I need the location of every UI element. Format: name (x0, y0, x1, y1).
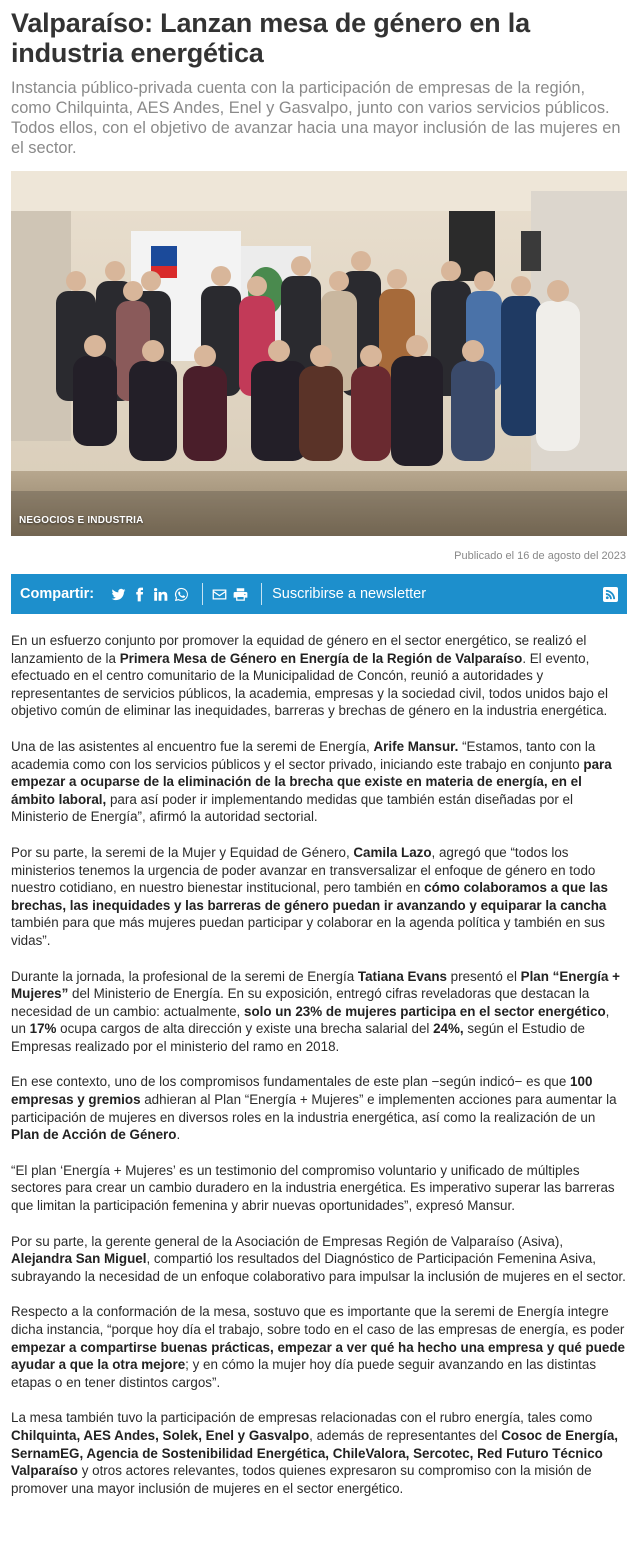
facebook-icon[interactable] (131, 586, 148, 603)
share-bar (11, 574, 627, 614)
bold-text: Arife Mansur. (373, 738, 459, 754)
dek: Instancia público-privada cuenta con la participación de empresas de la región, como Chilquinta, AES Andes, Enel y Gasvalpo, junto con varios servicios públicos. Todos ellos, con el objetivo de avanzar hacia una mayor inclusión de las mujeres en el sector. (11, 79, 621, 157)
group-photo (11, 171, 627, 536)
bold-text: Plan de Acción de Género (11, 1127, 177, 1143)
bold-text: Camila Lazo (353, 844, 432, 860)
article-paragraph: Respecto a la conformación de la mesa, sostuvo que es importante que la seremi de Energía integre dicha instancia, “porque hoy día el trabajo, sobre todo en el caso de las empresas de energía, es poder empezar a compartirse buenas prácticas, empezar a ver qué ha hecho una empresa y qué puede ayudar a que la otra mejore; y en cómo la mujer hoy día puede seguir avanzando en las distintas etapas o en tener distintos cargos”. (11, 1304, 625, 1390)
rss-icon[interactable] (603, 587, 618, 602)
bold-text: cómo colaboramos a que las brechas, las inequidades y las barreras de género puedan ir avanzando y equiparar la cancha (11, 880, 608, 913)
group-photo-image (11, 171, 627, 536)
article-body (11, 632, 627, 1497)
linkedin-icon[interactable] (152, 586, 169, 603)
photo-category-tag[interactable]: NEGOCIOS E INDUSTRIA (19, 515, 144, 526)
bold-text: 17% (29, 1021, 57, 1037)
whatsapp-icon[interactable] (173, 586, 190, 603)
bold-text: 24%, (433, 1021, 464, 1037)
headline: Valparaíso: Lanzan mesa de género en la industria energética (11, 8, 530, 68)
email-icon[interactable] (211, 586, 228, 603)
publish-date: Publicado el 16 de agosto del 2023 (454, 550, 626, 562)
bold-text: empezar a compartirse buenas prácticas, empezar a ver qué ha hecho una empresa y qué puede ayudar a que la otra mejore (11, 1339, 625, 1373)
article-paragraph: “El plan ‘Energía + Mujeres’ es un testimonio del compromiso voluntario y unificado de múltiples sectores para crear un cambio duradero en la industria energética. Es imperativo superar las barreras que limitan la participación femenina y abrir nuevas oportunidades”, expresó Mansur. (11, 1162, 615, 1214)
article-paragraph: Por su parte, la seremi de la Mujer y Equidad de Género, Camila Lazo, agregó que “todos los ministerios tenemos la urgencia de poder avanzar en transversalizar el enfoque de género en todo nuestro cotidiano, en nuestro bienestar institucional, pero también en cómo colaboramos a que las brechas, las inequidades y las barreras de género puedan ir avanzando y equiparar la cancha también para que más mujeres puedan participar y colaborar en la agenda política y también en sus vidas”. (11, 844, 608, 948)
share-divider (202, 583, 203, 605)
print-icon[interactable] (232, 586, 249, 603)
bold-text: Alejandra San Miguel (11, 1251, 147, 1267)
article-paragraph: La mesa también tuvo la participación de empresas relacionadas con el rubro energía, tales como Chilquinta, AES Andes, Solek, Enel y Gasvalpo, además de representantes del Cosoc de Energía, SernamEG, Agencia de Sostenibilidad Energética, ChileValora, Sercotec, Red Futuro Técnico Valparaíso y otros actores relevantes, todos quienes expresaron su compromiso con la misión de promover una mayor inclusión de mujeres en el sector energético. (11, 1410, 619, 1496)
share-label: Compartir: (20, 586, 95, 602)
bold-text: Plan “Energía + Mujeres” (11, 968, 621, 1002)
bold-text: Chilquinta, AES Andes, Solek, Enel y Gasvalpo (11, 1427, 310, 1443)
bold-text: solo un 23% de mujeres participa en el sector energético (244, 1003, 606, 1019)
article-paragraph: Durante la jornada, la profesional de la seremi de Energía Tatiana Evans presentó el Plan “Energía + Mujeres” del Ministerio de Energía. En su exposición, entregó cifras reveladoras que destacan la necesidad de un cambio: actualmente, solo un 23% de mujeres participa en el sector energético, un 17% ocupa cargos de alta dirección y existe una brecha salarial del 24%, según el Estudio de Empresas realizado por el ministerio del ramo en 2018. (11, 968, 621, 1054)
bold-text: Tatiana Evans (357, 968, 447, 984)
article-paragraph: Una de las asistentes al encuentro fue la seremi de Energía, Arife Mansur. “Estamos, tanto con la academia como con los servicios públicos y el sector privado, iniciando este trabajo en conjunto para empezar a ocuparse de la eliminación de la brecha que existe en materia de energía, en el ámbito laboral, para así poder ir implementando medidas que también están diseñadas por el Ministerio de Energía”, afirmó la autoridad sectorial. (11, 738, 612, 825)
article-paragraph: Por su parte, la gerente general de la Asociación de Empresas Región de Valparaíso (Asiva), Alejandra San Miguel, compartió los resultados del Diagnóstico de Participación Femenina Asiva, subrayando la necesidad de un enfoque colaborativo para impulsar la inclusión de mujeres en el sector. (11, 1233, 626, 1284)
article-paragraph: En ese contexto, uno de los compromisos fundamentales de este plan −según indicó− es que 100 empresas y gremios adhieran al Plan “Energía + Mujeres” e implementen acciones para aumentar la participación de mujeres en diversos roles en la industria energética, así como la realización de un Plan de Acción de Género. (11, 1074, 617, 1143)
bold-text: Primera Mesa de Género en Energía de la Región de Valparaíso (119, 650, 523, 666)
share-divider-2 (261, 583, 262, 605)
bold-text: Cosoc de Energía, SernamEG, Agencia de Sostenibilidad Energética, ChileValora, Sercotec, Red Futuro Técnico Valparaíso (11, 1427, 619, 1479)
bold-text: para empezar a ocuparse de la eliminación de la brecha que existe en materia de energía, en el ámbito laboral, (11, 756, 612, 807)
newsletter-link[interactable]: Suscribirse a newsletter (272, 586, 427, 602)
twitter-icon[interactable] (110, 586, 127, 603)
article-paragraph: En un esfuerzo conjunto por promover la equidad de género en el sector energético, se realizó el lanzamiento de la Primera Mesa de Género en Energía de la Región de Valparaíso. El evento, efectuado en el centro comunitario de la Municipalidad de Concón, reunió a autoridades y representantes de servicios públicos, la academia, empresas y la sociedad civil, todos unidos bajo el objetivo común de eliminar las inequidades, barreras y brechas de género en la industria energética. (11, 633, 608, 719)
bold-text: 100 empresas y gremios (11, 1074, 593, 1108)
